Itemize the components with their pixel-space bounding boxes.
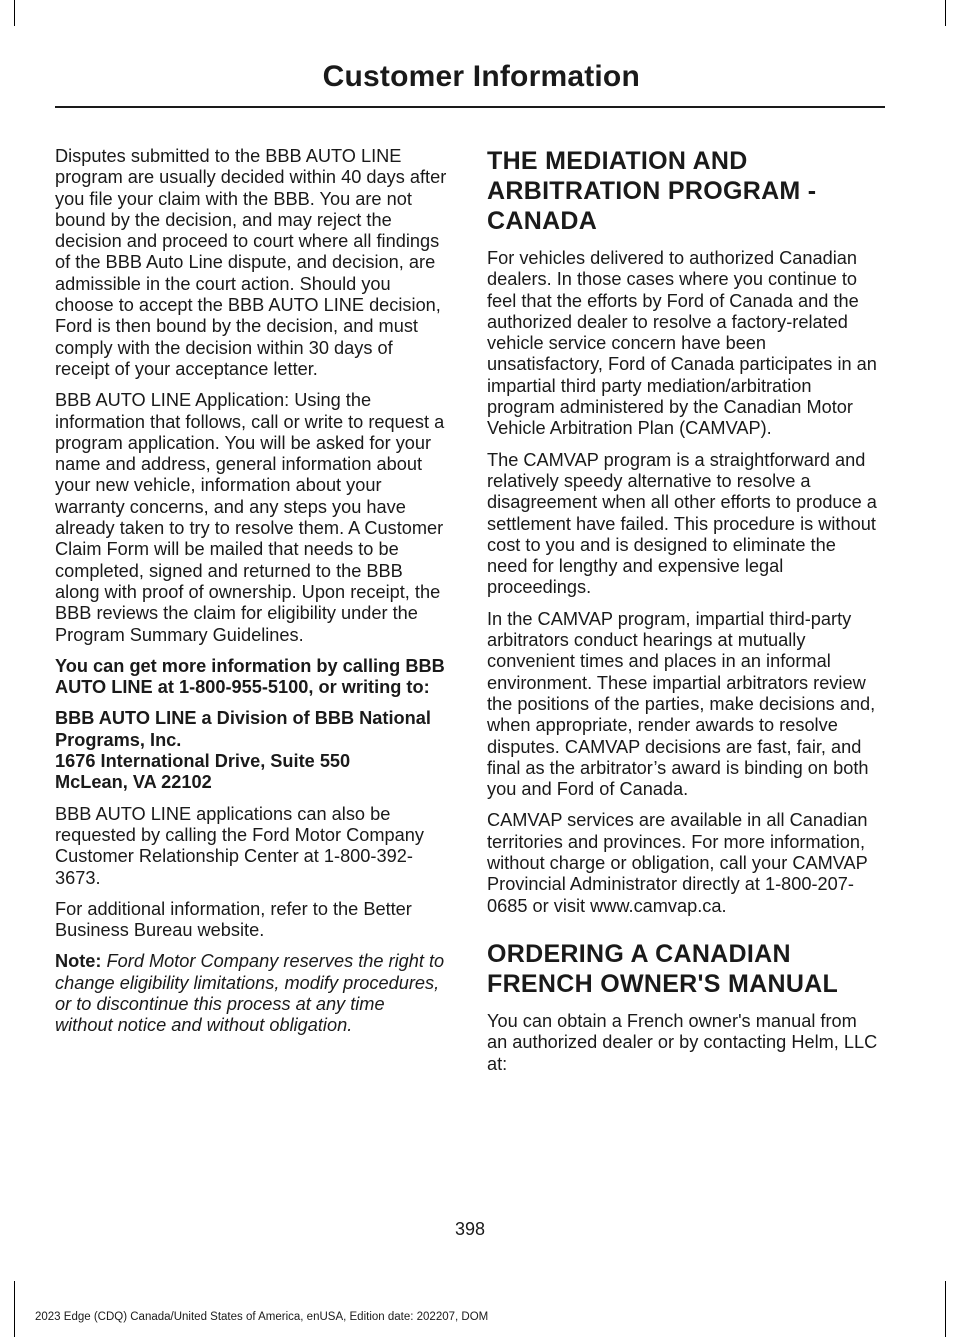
- bbb-website-paragraph: For additional information, refer to the Better Business Bureau website.: [55, 898, 412, 941]
- note-paragraph: [55, 951, 447, 1036]
- camvap-services-paragraph: CAMVAP services are available in all Canadian territories and provinces. For more information, without charge or obligation, call your CAMVAP Provincial Administrator directly at 1-800-207-0685 or visit www.camvap.ca.: [487, 810, 868, 916]
- crop-mark-top-right: [945, 0, 946, 26]
- camvap-heading-line-3: CANADA: [487, 207, 598, 235]
- camvap-arbitrators-paragraph: In the CAMVAP program, impartial third-party arbitrators conduct hearings at mutually convenient times and places in an informal environment. These impartial arbitrators review the positions of the parties, make decisions and, when appropriate, render awards to resolve disputes. CAMVAP decisions are fast, fair, and final as the arbitrator’s award is binding on both you and Ford of Canada.: [487, 608, 876, 800]
- camvap-heading-line-1: THE MEDIATION AND: [487, 147, 748, 175]
- crop-mark-bottom-right: [945, 1281, 946, 1337]
- camvap-heading-line-2: ARBITRATION PROGRAM -: [487, 177, 817, 205]
- crop-mark-top-left: [14, 0, 15, 26]
- bbb-contact-paragraph: You can get more information by calling BBB AUTO LINE at 1-800-955-5100, or writing to:: [55, 655, 445, 698]
- french-manual-heading-line-1: ORDERING A CANADIAN: [487, 939, 791, 968]
- right-column: [487, 146, 879, 1085]
- bbb-address-line-2: 1676 International Drive, Suite 550: [55, 751, 351, 772]
- header-divider: [55, 106, 885, 108]
- french-manual-heading-line-2: FRENCH OWNER'S MANUAL: [487, 969, 839, 998]
- note-label: Note:: [55, 951, 102, 972]
- camvap-heading: [487, 146, 879, 236]
- crop-mark-bottom-left: [14, 1281, 15, 1337]
- page-header-title: Customer Information: [322, 60, 640, 93]
- french-manual-heading: [487, 939, 879, 999]
- french-manual-paragraph: You can obtain a French owner's manual from an authorized dealer or by contacting Helm, LLC at:: [487, 1010, 878, 1074]
- edition-footer: 2023 Edge (CDQ) Canada/United States of America, enUSA, Edition date: 202207, DOM: [35, 1311, 489, 1323]
- bbb-decision-paragraph: Disputes submitted to the BBB AUTO LINE program are usually decided within 40 days after you file your claim with the BBB. You are not bound by the decision, and may reject the decision and proceed to court where all findings of the BBB Auto Line dispute, and decision, are admissible in the court action. Should you choose to accept the BBB AUTO LINE decision, Ford is then bound by the decision, and must comply with the decision within 30 days of receipt of your acceptance letter.: [55, 146, 447, 379]
- page-number: 398: [454, 1219, 486, 1239]
- ford-crc-paragraph: BBB AUTO LINE applications can also be requested by calling the Ford Motor Company Customer Relationship Center at 1-800-392-3673.: [55, 803, 424, 888]
- bbb-application-paragraph: BBB AUTO LINE Application: Using the information that follows, call or write to request a program application. You will be asked for your name and address, general information about your new vehicle, information about your warranty concerns, and any steps you have already taken to try to resolve them. A Customer Claim Form will be mailed that needs to be completed, signed and returned to the BBB along with proof of ownership. Upon receipt, the BBB reviews the claim for eligibility under the Program Summary Guidelines.: [55, 390, 445, 645]
- bbb-address-line-3: McLean, VA 22102: [55, 772, 212, 793]
- camvap-intro-paragraph: For vehicles delivered to authorized Canadian dealers. In those cases where you continue to feel that the efforts by Ford of Canada and the authorized dealer to resolve a factory-related vehicle service concern have been unsatisfactory, Ford of Canada participates in an impartial third party mediation/arbitration program administered by the Canadian Motor Vehicle Arbitration Plan (CAMVAP).: [487, 248, 877, 439]
- bbb-address-line-1: BBB AUTO LINE a Division of BBB National Programs, Inc.: [55, 708, 431, 750]
- left-column: [55, 146, 447, 1047]
- camvap-program-paragraph: The CAMVAP program is a straightforward and relatively speedy alternative to resolve a disagreement when all other efforts to produce a settlement have failed. This procedure is without cost to you and is designed to eliminate the need for lengthy and expensive legal proceedings.: [487, 449, 877, 598]
- note-text: Ford Motor Company reserves the right to change eligibility limitations, modify procedures, or to discontinue this process at any time without notice and without obligation.: [55, 951, 445, 1036]
